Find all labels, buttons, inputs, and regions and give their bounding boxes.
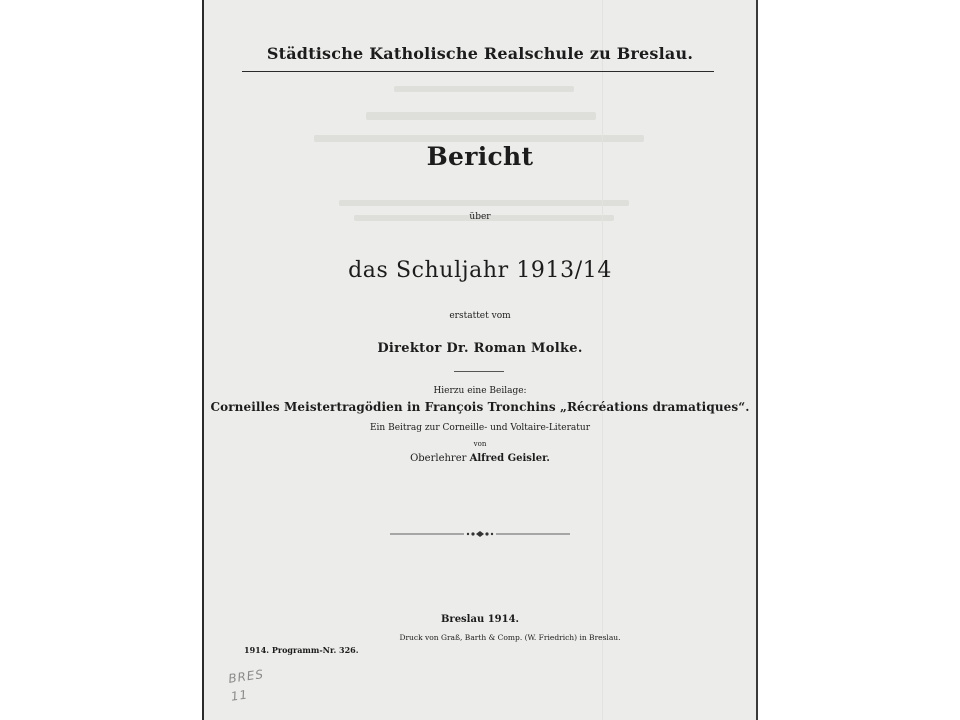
von-text: von (473, 440, 487, 448)
header-rule (242, 71, 714, 72)
document-title: Bericht (426, 142, 534, 171)
show-through-mark (339, 200, 629, 206)
author-prefix: Oberlehrer (410, 453, 467, 464)
ornament-divider-icon (390, 529, 570, 539)
library-stamp (227, 664, 273, 713)
place-year: Breslau 1914. (440, 614, 520, 625)
beilage-title: Corneilles Meistertragödien in François Tronchins „Récréations dramatiques“. (210, 400, 750, 414)
paper-crease (602, 0, 603, 720)
program-number: 1914. Programm-Nr. 326. (244, 645, 359, 655)
school-name: Städtische Katholische Realschule zu Breslau. (266, 44, 694, 63)
ueber-text: über (469, 212, 491, 222)
erstattet-text: erstattet vom (449, 311, 511, 321)
section-divider (454, 371, 504, 372)
show-through-mark (394, 86, 574, 92)
author-name: Alfred Geisler. (469, 453, 550, 464)
stamp-line: BRES (227, 666, 265, 686)
beilage-label: Hierzu eine Beilage: (433, 386, 527, 396)
scanned-document-page (202, 0, 758, 720)
stamp-line: 11 (229, 687, 249, 704)
author-line (204, 453, 756, 464)
beitrag-subtitle: Ein Beitrag zur Corneille- und Voltaire-Literatur (369, 423, 591, 433)
show-through-mark (366, 112, 596, 120)
director-name: Direktor Dr. Roman Molke. (377, 341, 583, 356)
show-through-mark (314, 135, 644, 142)
printer-line: Druck von Graß, Barth & Comp. (W. Friedrich) in Breslau. (399, 633, 621, 642)
school-year-heading: das Schuljahr 1913/14 (348, 258, 612, 283)
